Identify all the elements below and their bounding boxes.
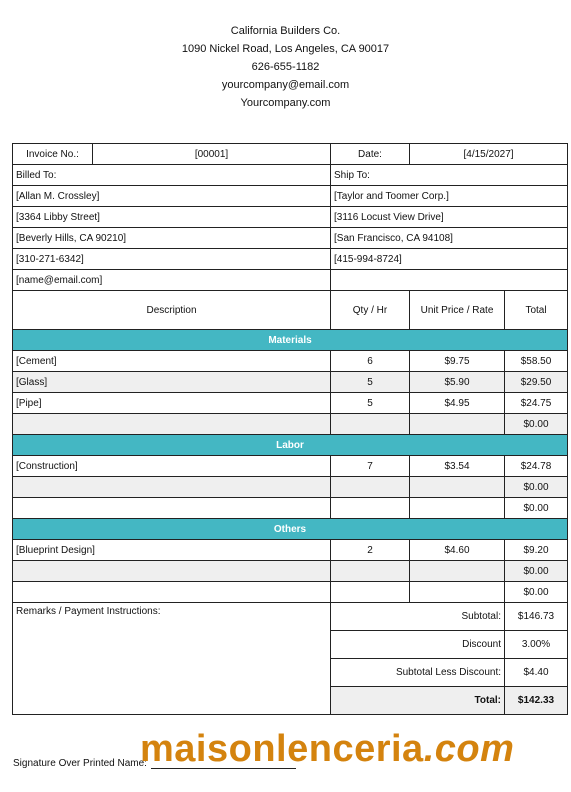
billed-to-phone: [310-271-6342] <box>13 249 331 270</box>
company-phone: 626-655-1182 <box>251 61 320 73</box>
item-total: $24.75 <box>505 393 568 414</box>
signature-label: Signature Over Printed Name: <box>13 758 147 769</box>
watermark-suffix: .com <box>423 728 515 770</box>
discount-value: 3.00% <box>505 631 568 659</box>
col-description: Description <box>13 291 331 330</box>
item-unit-price: $4.60 <box>410 540 505 561</box>
date-label: Date: <box>331 144 410 165</box>
col-unit-price: Unit Price / Rate <box>410 291 505 330</box>
invoice-date: [4/15/2027] <box>410 144 568 165</box>
table-row <box>13 414 568 435</box>
col-qty: Qty / Hr <box>331 291 410 330</box>
remarks-label: Remarks / Payment Instructions: <box>13 603 331 715</box>
billed-to-label: Billed To: <box>13 165 331 186</box>
company-email: yourcompany@email.com <box>221 79 350 91</box>
item-description: [Cement] <box>13 351 331 372</box>
billed-to-email: [name@email.com] <box>13 270 331 291</box>
company-website: Yourcompany.com <box>240 97 331 109</box>
section-title: Others <box>13 519 568 540</box>
item-unit-price <box>410 498 505 519</box>
item-total: $0.00 <box>505 414 568 435</box>
grand-total-label: Total: <box>331 687 505 715</box>
ship-to-label: Ship To: <box>331 165 568 186</box>
item-unit-price: $4.95 <box>410 393 505 414</box>
ship-to-phone: [415-994-8724] <box>331 249 568 270</box>
item-total: $0.00 <box>505 561 568 582</box>
item-qty: 6 <box>331 351 410 372</box>
item-unit-price <box>410 582 505 603</box>
table-row <box>13 498 568 519</box>
item-qty: 2 <box>331 540 410 561</box>
table-row <box>13 540 568 561</box>
table-row <box>13 456 568 477</box>
company-address: 1090 Nickel Road, Los Angeles, CA 90017 <box>181 43 390 55</box>
item-unit-price: $3.54 <box>410 456 505 477</box>
section-title: Materials <box>13 330 568 351</box>
table-row <box>13 582 568 603</box>
item-description <box>13 498 331 519</box>
item-description <box>13 561 331 582</box>
item-qty: 7 <box>331 456 410 477</box>
item-total: $58.50 <box>505 351 568 372</box>
watermark <box>140 728 514 771</box>
item-total: $0.00 <box>505 582 568 603</box>
table-row <box>13 351 568 372</box>
item-description <box>13 477 331 498</box>
ship-to-blank <box>331 270 568 291</box>
billed-to-name: [Allan M. Crossley] <box>13 186 331 207</box>
item-qty <box>331 414 410 435</box>
ship-to-name: [Taylor and Toomer Corp.] <box>331 186 568 207</box>
subtotal-less-discount-value: $4.40 <box>505 659 568 687</box>
discount-label: Discount <box>331 631 505 659</box>
subtotal-less-discount-label: Subtotal Less Discount: <box>331 659 505 687</box>
invoice-table <box>12 143 568 715</box>
item-total: $24.78 <box>505 456 568 477</box>
item-qty <box>331 498 410 519</box>
section-title: Labor <box>13 435 568 456</box>
item-description <box>13 582 331 603</box>
item-qty: 5 <box>331 393 410 414</box>
item-description: [Blueprint Design] <box>13 540 331 561</box>
subtotal-label: Subtotal: <box>331 603 505 631</box>
item-unit-price: $9.75 <box>410 351 505 372</box>
item-description: [Pipe] <box>13 393 331 414</box>
item-unit-price <box>410 561 505 582</box>
section-header <box>13 435 568 456</box>
ship-to-city: [San Francisco, CA 94108] <box>331 228 568 249</box>
item-total: $9.20 <box>505 540 568 561</box>
billed-to-street: [3364 Libby Street] <box>13 207 331 228</box>
item-qty <box>331 561 410 582</box>
company-name: California Builders Co. <box>230 25 341 37</box>
watermark-main: maisonlenceria <box>140 728 424 770</box>
subtotal-value: $146.73 <box>505 603 568 631</box>
invoice-number: [00001] <box>93 144 331 165</box>
item-description <box>13 414 331 435</box>
table-row <box>13 477 568 498</box>
table-row <box>13 372 568 393</box>
item-qty <box>331 477 410 498</box>
item-unit-price <box>410 414 505 435</box>
section-header <box>13 330 568 351</box>
grand-total-value: $142.33 <box>505 687 568 715</box>
item-total: $0.00 <box>505 498 568 519</box>
table-row <box>13 393 568 414</box>
billed-to-city: [Beverly Hills, CA 90210] <box>13 228 331 249</box>
item-qty <box>331 582 410 603</box>
item-description: [Glass] <box>13 372 331 393</box>
item-description: [Construction] <box>13 456 331 477</box>
ship-to-street: [3116 Locust View Drive] <box>331 207 568 228</box>
item-total: $0.00 <box>505 477 568 498</box>
col-total: Total <box>505 291 568 330</box>
table-row <box>13 561 568 582</box>
section-header <box>13 519 568 540</box>
invoice-number-label: Invoice No.: <box>13 144 93 165</box>
item-total: $29.50 <box>505 372 568 393</box>
summary-row <box>13 603 568 631</box>
item-unit-price: $5.90 <box>410 372 505 393</box>
item-qty: 5 <box>331 372 410 393</box>
item-unit-price <box>410 477 505 498</box>
